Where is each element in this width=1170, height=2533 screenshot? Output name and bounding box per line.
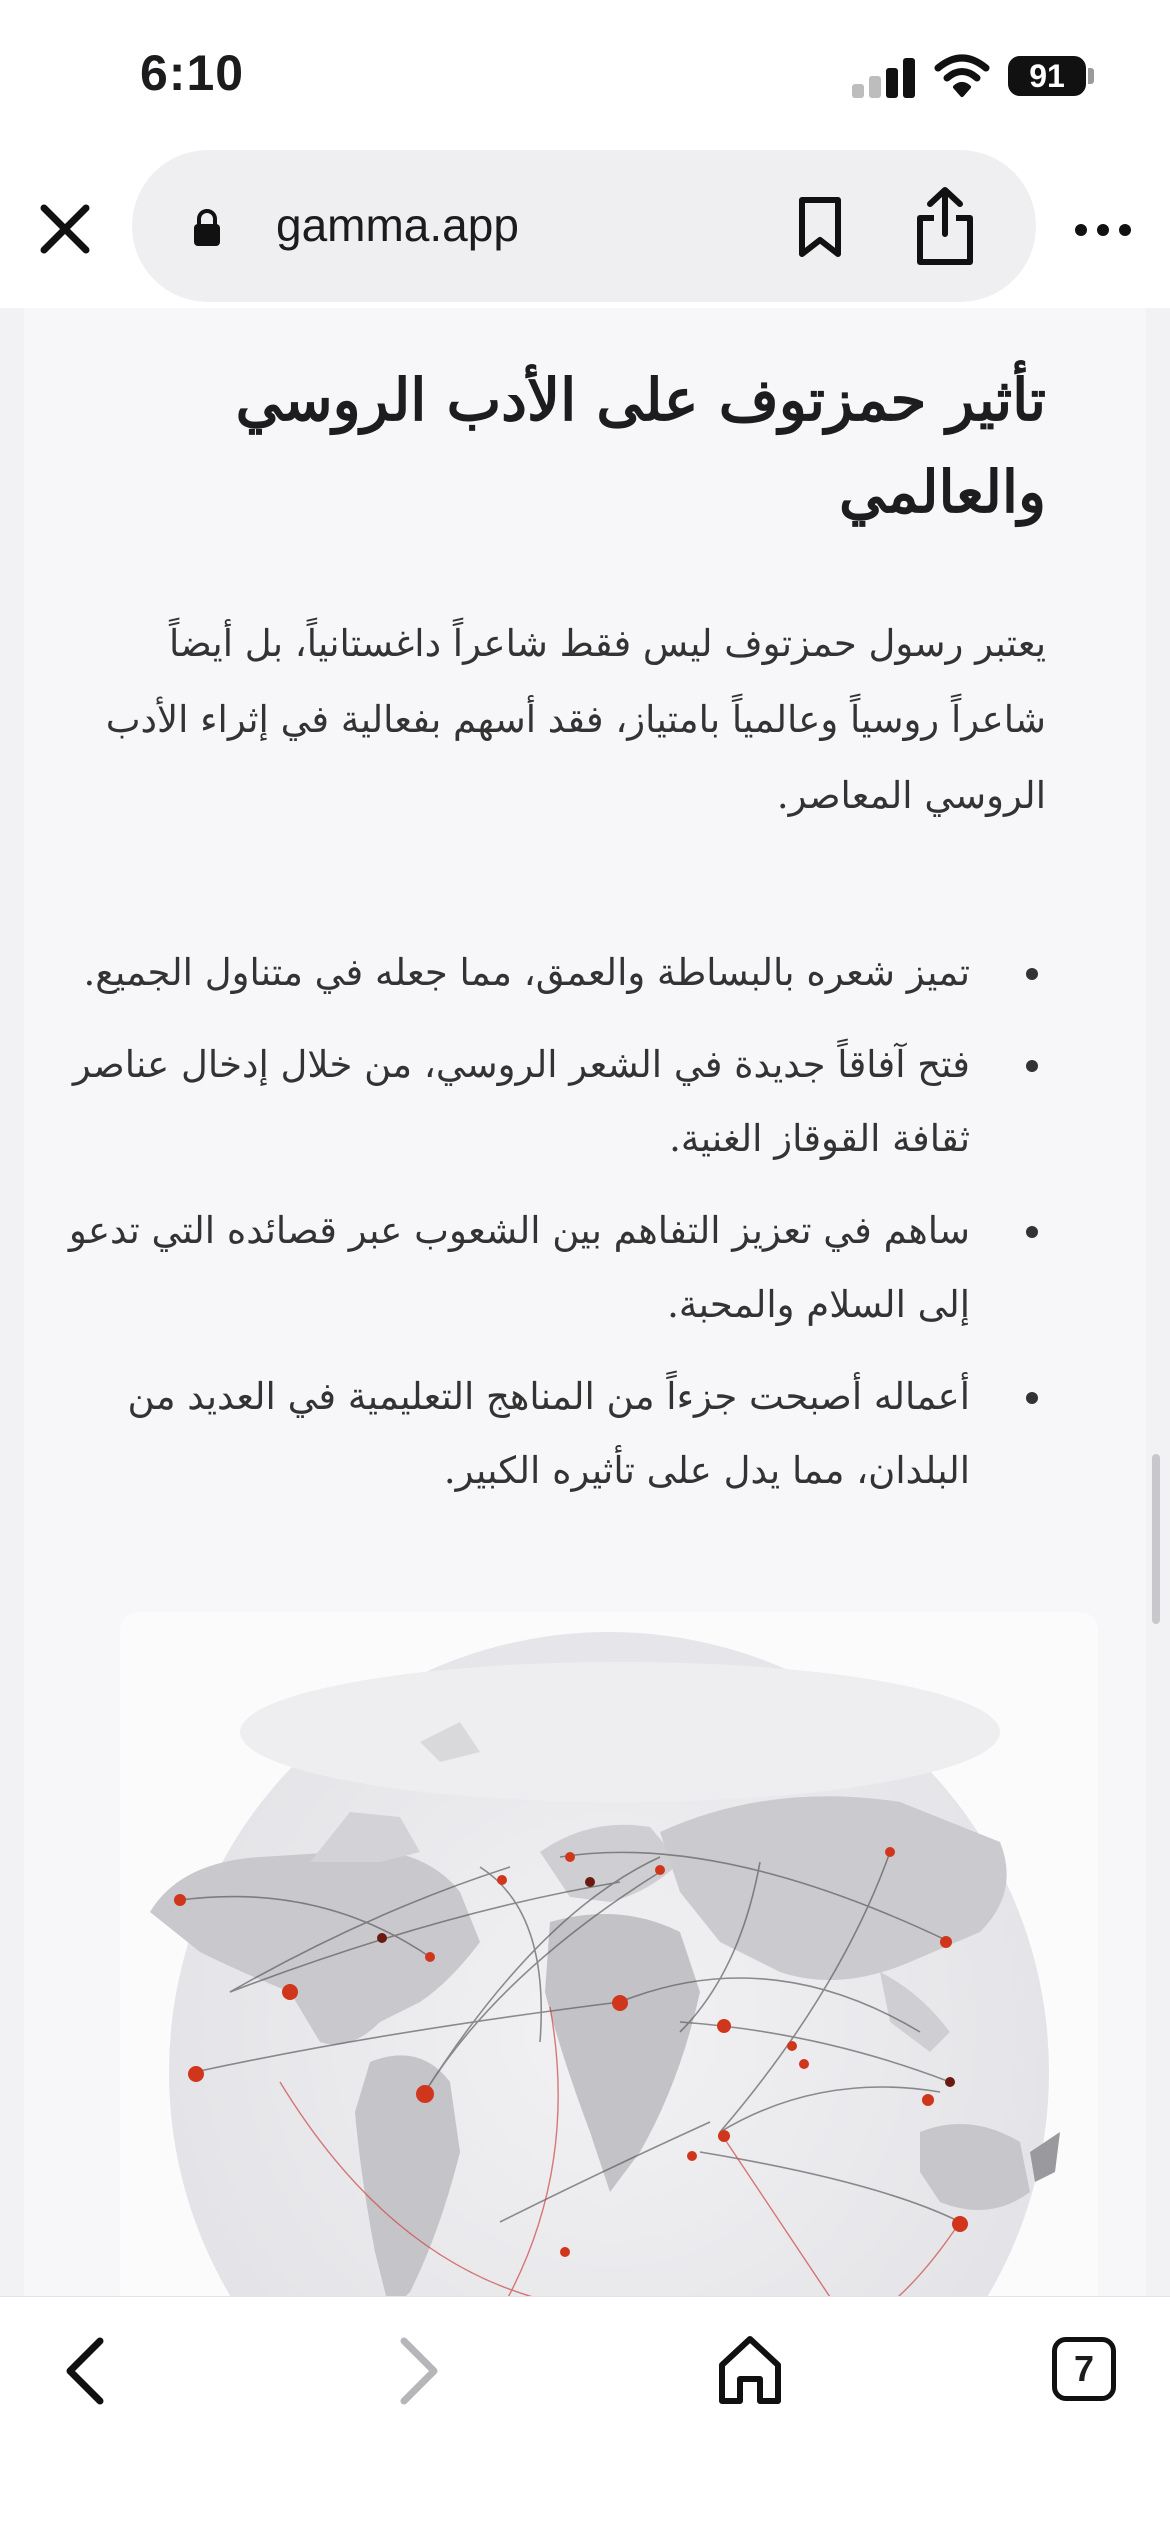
scrollbar[interactable] (1152, 1454, 1160, 1624)
list-item (46, 936, 1046, 1010)
intro-paragraph: يعتبر رسول حمزتوف ليس فقط شاعراً داغستانياً، بل أيضاً شاعراً روسياً وعالمياً بامتياز، فقد أسهم بفعالية في إثراء الأدب الروسي المعاصر. (105, 622, 1046, 817)
world-map-illustration (120, 1612, 1098, 2296)
chevron-left-icon[interactable] (56, 2331, 116, 2411)
close-icon[interactable] (30, 194, 100, 264)
tabs-button[interactable]: 7 (1052, 2337, 1116, 2401)
page-title: تأثير حمزتوف على الأدب الروسي والعالمي (235, 366, 1046, 526)
list-item-text: ساهم في تعزيز التفاهم بين الشعوب عبر قصائده التي تدعو إلى السلام والمحبة. (68, 1209, 970, 1326)
battery-indicator: 91 (1008, 56, 1086, 96)
browser-toolbar (0, 150, 1170, 308)
bottom-toolbar (0, 2296, 1170, 2533)
bullet-dot (1026, 968, 1038, 980)
url-text[interactable]: gamma.app (276, 199, 519, 251)
battery-tip (1088, 68, 1094, 84)
bullet-dot (1026, 1226, 1038, 1238)
more-icon[interactable] (1072, 210, 1134, 250)
lock-icon (192, 208, 222, 248)
presentation-card (24, 308, 1146, 2296)
list-item (46, 1360, 1046, 1508)
list-item-text: فتح آفاقاً جديدة في الشعر الروسي، من خلال إدخال عناصر ثقافة القوقاز الغنية. (72, 1043, 970, 1160)
status-time: 6:10 (140, 45, 245, 101)
status-bar (0, 0, 1170, 150)
wifi-icon (934, 54, 990, 98)
list-item-text: أعماله أصبحت جزءاً من المناهج التعليمية في العديد من البلدان، مما يدل على تأثيره الكبير. (127, 1375, 970, 1492)
share-icon[interactable] (910, 184, 980, 268)
home-icon[interactable] (714, 2331, 786, 2407)
web-page (0, 308, 1170, 2296)
bullet-list (46, 936, 1046, 1526)
list-item (46, 1194, 1046, 1342)
address-bar[interactable] (132, 150, 1036, 302)
world-map-image (120, 1612, 1098, 2296)
list-item (46, 1028, 1046, 1176)
chevron-right-icon[interactable] (388, 2331, 448, 2411)
signal-icon (852, 58, 916, 98)
bullet-dot (1026, 1392, 1038, 1404)
bullet-dot (1026, 1060, 1038, 1072)
bookmark-icon[interactable] (792, 196, 848, 258)
list-item-text: تميز شعره بالبساطة والعمق، مما جعله في متناول الجميع. (83, 951, 970, 994)
